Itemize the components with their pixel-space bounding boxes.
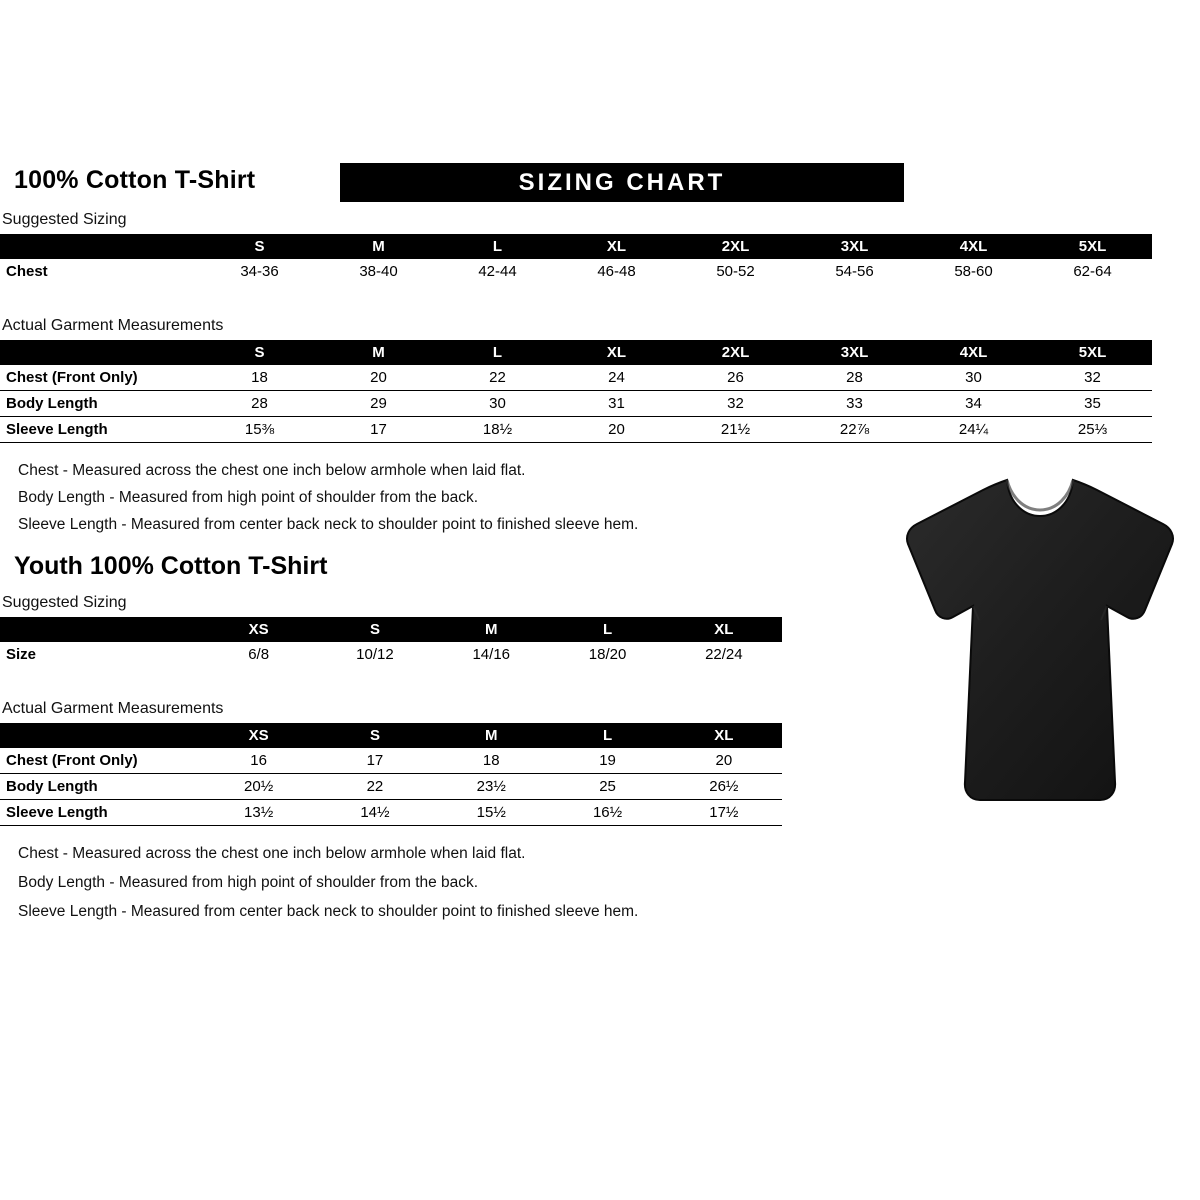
cell: 22 xyxy=(438,365,557,391)
column-header: L xyxy=(492,344,503,361)
cell: 18/20 xyxy=(588,646,627,663)
cell: 26 xyxy=(676,365,795,391)
adult-note-sleeve-length: Sleeve Length - Measured from center back neck to shoulder point to finished sleeve hem. xyxy=(18,516,639,533)
adult-actual-measurements-table xyxy=(0,340,1152,443)
cell: 58-60 xyxy=(954,263,993,280)
column-header: L xyxy=(492,238,503,255)
cell: 33 xyxy=(795,391,914,417)
column-header: XS xyxy=(248,621,269,638)
table-row xyxy=(0,365,1152,391)
table-header-row xyxy=(0,340,1152,365)
cell: 24 xyxy=(557,365,676,391)
column-header: M xyxy=(372,238,385,255)
cell: 22⅞ xyxy=(795,417,914,443)
cell: 50-52 xyxy=(716,263,755,280)
column-header: 2XL xyxy=(721,344,750,361)
table-header-row xyxy=(0,617,782,642)
cell: 14/16 xyxy=(472,646,511,663)
cell: 15½ xyxy=(433,800,549,826)
table-row xyxy=(0,748,782,774)
column-header: 4XL xyxy=(959,238,988,255)
header-corner xyxy=(0,340,200,365)
row-label: Body Length xyxy=(0,774,201,800)
adult-actual-measurements-label: Actual Garment Measurements xyxy=(2,317,224,334)
row-label: Sleeve Length xyxy=(0,800,201,826)
cell: 28 xyxy=(200,391,319,417)
youth-note-sleeve-length: Sleeve Length - Measured from center back neck to shoulder point to finished sleeve hem. xyxy=(18,903,639,920)
column-header: M xyxy=(484,727,498,744)
cell: 34-36 xyxy=(240,263,279,280)
row-label: Body Length xyxy=(0,391,200,417)
cell: 30 xyxy=(438,391,557,417)
cell: 21½ xyxy=(676,417,795,443)
youth-suggested-sizing-label: Suggested Sizing xyxy=(2,594,127,611)
cell: 19 xyxy=(549,748,665,774)
header-corner xyxy=(0,234,200,259)
youth-section-title: Youth 100% Cotton T-Shirt xyxy=(14,552,328,580)
row-label: Chest xyxy=(6,263,48,280)
cell: 32 xyxy=(1033,365,1152,391)
cell: 17 xyxy=(319,417,438,443)
column-header: L xyxy=(602,727,613,744)
column-header: 5XL xyxy=(1078,344,1107,361)
sizing-chart-banner xyxy=(340,163,904,202)
cell: 31 xyxy=(557,391,676,417)
column-header: M xyxy=(372,344,385,361)
cell: 6/8 xyxy=(248,646,270,663)
column-header: 5XL xyxy=(1078,238,1107,255)
column-header: S xyxy=(369,621,380,638)
header-corner xyxy=(0,723,201,748)
cell: 23½ xyxy=(433,774,549,800)
cell: 42-44 xyxy=(478,263,517,280)
cell: 22/24 xyxy=(705,646,743,663)
column-header: 3XL xyxy=(840,344,869,361)
cell: 14½ xyxy=(317,800,433,826)
t-shirt-icon xyxy=(895,470,1185,810)
column-header: 3XL xyxy=(840,238,869,255)
row-label: Sleeve Length xyxy=(0,417,200,443)
column-header: M xyxy=(484,621,498,638)
cell: 10/12 xyxy=(356,646,394,663)
table-row xyxy=(0,259,1152,284)
table-row xyxy=(0,800,782,826)
youth-actual-measurements-label: Actual Garment Measurements xyxy=(2,700,224,717)
cell: 20 xyxy=(666,748,782,774)
column-header: S xyxy=(254,344,265,361)
cell: 15⅜ xyxy=(200,417,319,443)
cell: 29 xyxy=(319,391,438,417)
column-header: XL xyxy=(606,238,627,255)
cell: 30 xyxy=(914,365,1033,391)
cell: 34 xyxy=(914,391,1033,417)
table-row xyxy=(0,391,1152,417)
cell: 46-48 xyxy=(597,263,636,280)
row-label: Chest (Front Only) xyxy=(0,748,201,774)
cell: 18 xyxy=(433,748,549,774)
youth-note-body-length: Body Length - Measured from high point of shoulder from the back. xyxy=(18,874,479,891)
adult-note-chest: Chest - Measured across the chest one inch below armhole when laid flat. xyxy=(18,462,526,479)
row-label: Chest (Front Only) xyxy=(0,365,200,391)
cell: 24¼ xyxy=(914,417,1033,443)
cell: 26½ xyxy=(666,774,782,800)
column-header: XS xyxy=(248,727,269,744)
column-header: 4XL xyxy=(959,344,988,361)
cell: 38-40 xyxy=(359,263,398,280)
column-header: L xyxy=(602,621,613,638)
t-shirt-image xyxy=(895,470,1185,810)
column-header: XL xyxy=(606,344,627,361)
column-header: XL xyxy=(714,727,734,744)
cell: 16½ xyxy=(549,800,665,826)
cell: 25⅓ xyxy=(1033,417,1152,443)
cell: 20 xyxy=(557,417,676,443)
row-label: Size xyxy=(6,646,37,663)
cell: 17 xyxy=(317,748,433,774)
cell: 18½ xyxy=(438,417,557,443)
youth-actual-measurements-table xyxy=(0,723,782,826)
table-header-row xyxy=(0,234,1152,259)
table-header-row xyxy=(0,723,782,748)
column-header: 2XL xyxy=(721,238,750,255)
cell: 62-64 xyxy=(1073,263,1112,280)
adult-note-body-length: Body Length - Measured from high point of shoulder from the back. xyxy=(18,489,479,506)
cell: 20½ xyxy=(201,774,317,800)
cell: 17½ xyxy=(666,800,782,826)
cell: 16 xyxy=(201,748,317,774)
cell: 18 xyxy=(200,365,319,391)
table-row xyxy=(0,774,782,800)
cell: 35 xyxy=(1033,391,1152,417)
adult-suggested-sizing-label: Suggested Sizing xyxy=(2,211,127,228)
table-row xyxy=(0,642,782,667)
adult-suggested-sizing-table xyxy=(0,234,1152,284)
cell: 54-56 xyxy=(835,263,874,280)
column-header: XL xyxy=(714,621,734,638)
cell: 22 xyxy=(317,774,433,800)
cell: 28 xyxy=(795,365,914,391)
youth-note-chest: Chest - Measured across the chest one inch below armhole when laid flat. xyxy=(18,845,526,862)
cell: 25 xyxy=(549,774,665,800)
cell: 32 xyxy=(676,391,795,417)
cell: 13½ xyxy=(201,800,317,826)
table-row xyxy=(0,417,1152,443)
adult-section-title: 100% Cotton T-Shirt xyxy=(14,166,256,194)
column-header: S xyxy=(369,727,380,744)
cell: 20 xyxy=(319,365,438,391)
header-corner xyxy=(0,617,201,642)
sizing-chart-banner-label: SIZING CHART xyxy=(518,168,726,196)
column-header: S xyxy=(254,238,265,255)
youth-suggested-sizing-table xyxy=(0,617,782,667)
